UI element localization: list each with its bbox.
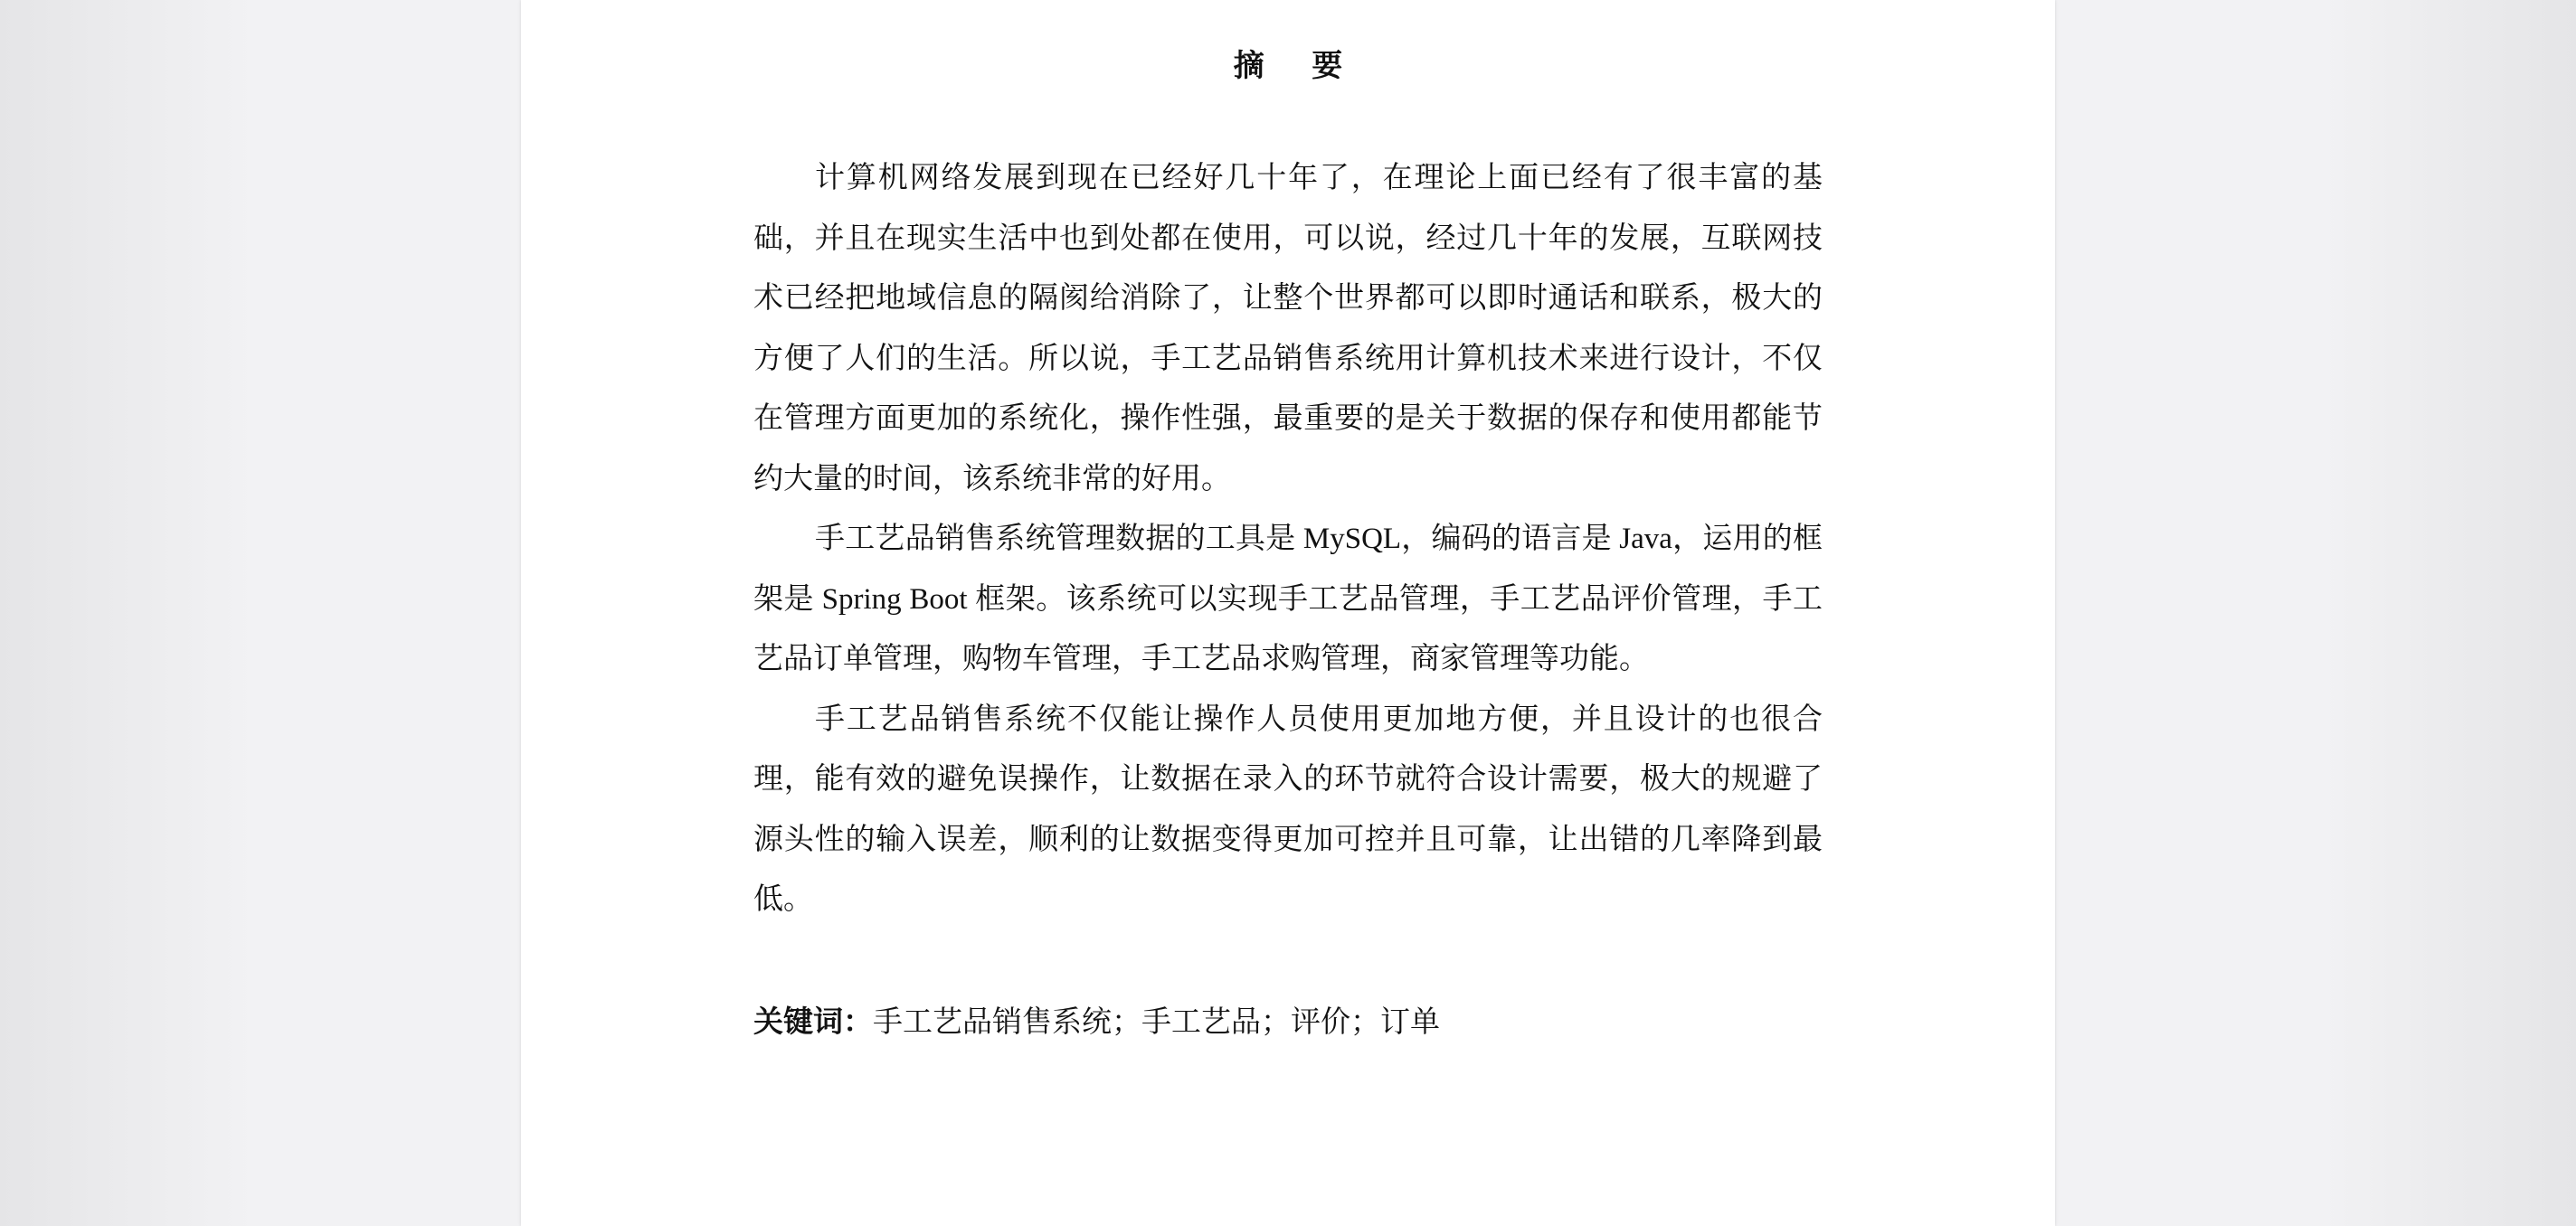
keywords-label: 关键词： (753, 1006, 873, 1039)
keywords-line (753, 993, 1823, 1052)
abstract-body (753, 148, 1823, 930)
abstract-paragraph-3: 手工艺品销售系统不仅能让操作人员使用更加地方便，并且设计的也很合理，能有效的避免误操作，让数据在录入的环节就符合设计需要，极大的规避了源头性的输入误差，顺利的让数据变得更加可控并且可靠，让出错的几率降到最低。 (753, 703, 1823, 916)
keywords-text: 手工艺品销售系统；手工艺品；评价；订单 (873, 1006, 1440, 1039)
document-page (521, 0, 2055, 1226)
abstract-paragraph-2: 手工艺品销售系统管理数据的工具是 MySQL，编码的语言是 Java，运用的框架是 Spring Boot 框架。该系统可以实现手工艺品管理，手工艺品评价管理，手工艺品订单管理，购物车管理，手工艺品求购管理，商家管理等功能。 (753, 523, 1823, 675)
abstract-paragraph-1: 计算机网络发展到现在已经好几十年了，在理论上面已经有了很丰富的基础，并且在现实生活中也到处都在使用，可以说，经过几十年的发展，互联网技术已经把地域信息的隔阂给消除了，让整个世界都可以即时通话和联系，极大的方便了人们的生活。所以说，手工艺品销售系统用计算机技术来进行设计，不仅在管理方面更加的系统化，操作性强，最重要的是关于数据的保存和使用都能节约大量的时间，该系统非常的好用。 (753, 162, 1823, 495)
abstract-title: 摘 要 (1233, 50, 1363, 83)
